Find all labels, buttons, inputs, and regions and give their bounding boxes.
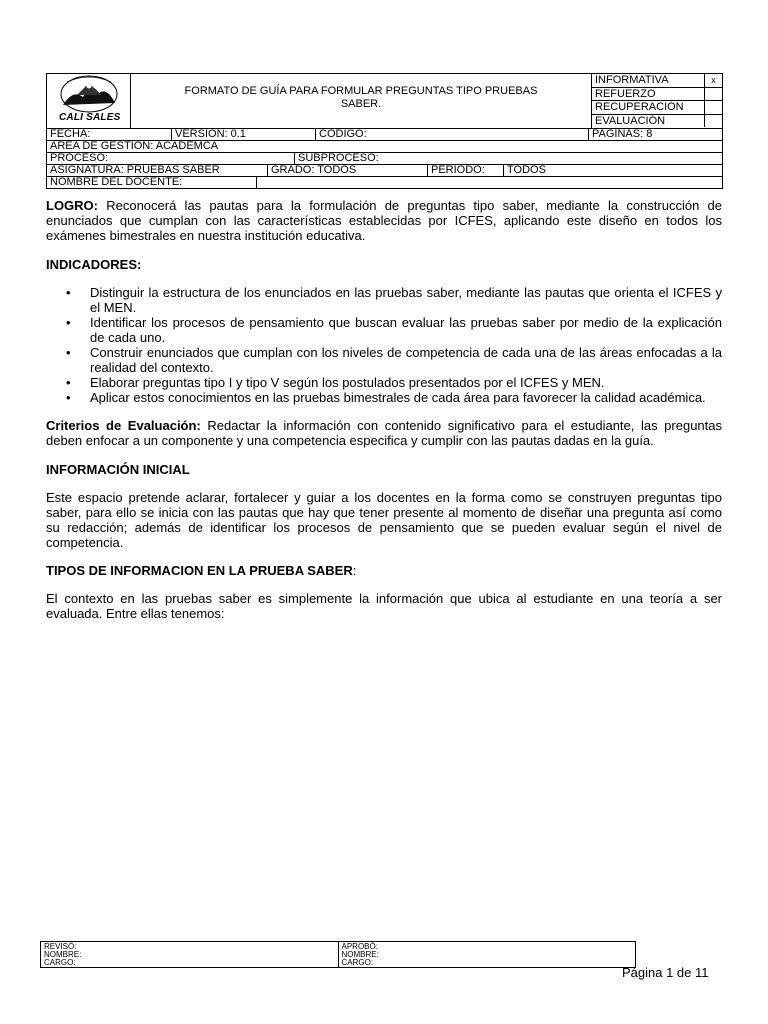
version-field: VERSIÓN: 0.1 bbox=[171, 129, 315, 140]
type-mark bbox=[705, 115, 722, 128]
grado-field: GRADO: TODOS bbox=[267, 165, 427, 176]
approval-footer bbox=[40, 941, 636, 968]
document-title bbox=[131, 74, 592, 128]
paginas-field: PAGINAS: 8 bbox=[588, 129, 722, 140]
header-row-fecha bbox=[46, 129, 723, 141]
type-row-recuperacion bbox=[592, 101, 722, 115]
tipos-heading-line bbox=[46, 563, 722, 578]
nombre-label: NOMBRE: bbox=[341, 950, 379, 959]
list-item: • Elaborar preguntas tipo I y tipo V según los postulados presentados por el ICFES y MEN. bbox=[90, 375, 722, 390]
indicadores-list bbox=[46, 285, 722, 405]
guide-type-grid bbox=[592, 74, 722, 128]
docente-field: NOMBRE DEL DOCENTE: bbox=[50, 177, 183, 188]
logro-label: LOGRO: bbox=[46, 198, 98, 213]
list-item: • Aplicar estos conocimientos en las pruebas bimestrales de cada área para favorecer la calidad académica. bbox=[90, 390, 722, 405]
type-row-informativa bbox=[592, 74, 722, 88]
aprobo-column bbox=[338, 942, 636, 967]
header-row-proceso bbox=[46, 153, 723, 165]
nombre-label: NOMBRE: bbox=[44, 950, 82, 959]
type-row-evaluacion bbox=[592, 115, 722, 128]
reviso-column bbox=[41, 942, 338, 967]
info-paragraph: Este espacio pretende aclarar, fortalecer y guiar a los docentes en la forma como se construyen preguntas tipo saber, para ello se inicia con las pautas que hay que tener presente al momento de diseñar una pregunta así como su redacción; además de identificar los procesos de pensamiento que se pueden evaluar según el nivel de competencia. bbox=[46, 490, 722, 550]
list-item: • Identificar los procesos de pensamiento que buscan evaluar las pruebas saber por medio de la explicación de cada uno. bbox=[90, 315, 722, 345]
tipos-paragraph: El contexto en las pruebas saber es simplemente la información que ubica al estudiante en una teoría a ser evaluada. Entre ellas tenemos: bbox=[46, 591, 722, 621]
document-body bbox=[46, 198, 722, 621]
title-line-1: FORMATO DE GUÍA PARA FORMULAR PREGUNTAS TIPO PRUEBAS bbox=[184, 85, 538, 97]
tipos-colon: : bbox=[352, 563, 357, 578]
fecha-field: FECHA: bbox=[50, 129, 91, 140]
criterios-label: Criterios de Evaluación: bbox=[46, 418, 201, 433]
logo-name: CALI SALES bbox=[59, 112, 121, 123]
type-label: RECUPERACIÓN bbox=[592, 101, 705, 114]
logro-text: Reconocerá las pautas para la formulación de preguntas tipo saber, mediante la construcción de enunciados que cumplan con las características establecidas por ICFES, aplicando este diseño en todos los exámenes bimestrales en nuestra institución educativa. bbox=[46, 198, 722, 243]
tipos-heading: TIPOS DE INFORMACION EN LA PRUEBA SABER bbox=[46, 563, 353, 578]
type-label: EVALUACIÓN bbox=[592, 115, 705, 128]
institution-logo bbox=[47, 74, 131, 128]
indicadores-heading: INDICADORES: bbox=[46, 257, 142, 272]
cargo-label: CARGO: bbox=[44, 958, 76, 967]
docente-value bbox=[256, 177, 722, 188]
list-item: • Construir enunciados que cumplan con los niveles de competencia de cada una de las áreas enfocadas a la realidad del contexto. bbox=[90, 345, 722, 375]
codigo-field: CÓDIGO: bbox=[315, 129, 588, 140]
criterios-paragraph bbox=[46, 418, 722, 448]
periodo-value: TODOS bbox=[503, 165, 722, 176]
info-heading: INFORMACIÓN INICIAL bbox=[46, 462, 190, 477]
proceso-field: PROCESO: bbox=[50, 153, 109, 164]
header-row-asignatura bbox=[46, 165, 723, 177]
type-row-refuerzo bbox=[592, 88, 722, 102]
reviso-label: REVISÓ: bbox=[44, 942, 77, 951]
list-item: • Distinguir la estructura de los enunciados en las pruebas saber, mediante las pautas que orienta el ICFES y el MEN. bbox=[90, 285, 722, 315]
area-field: ÁREA DE GESTIÓN: ACADÉMCA bbox=[50, 141, 219, 152]
type-label: REFUERZO bbox=[592, 88, 705, 101]
type-mark bbox=[705, 88, 722, 101]
asignatura-field: ASIGNATURA: PRUEBAS SABER bbox=[50, 165, 220, 176]
header-top-row bbox=[46, 73, 723, 129]
document-header bbox=[46, 73, 723, 189]
header-row-docente bbox=[46, 177, 723, 189]
type-mark bbox=[705, 101, 722, 114]
cargo-label: CARGO: bbox=[341, 958, 374, 967]
criterios-text: Redactar la información con contenido significativo para el estudiante, las preguntas deben enfocar a un componente y una competencia especifica y cumplir con las pautas dadas en la guía. bbox=[46, 418, 722, 448]
title-line-2: SABER. bbox=[340, 98, 382, 110]
logro-paragraph bbox=[46, 198, 722, 243]
type-mark: x bbox=[711, 75, 716, 85]
periodo-field: PERIODO: bbox=[427, 165, 503, 176]
aprobo-label: APROBÓ: bbox=[341, 942, 378, 951]
type-label: INFORMATIVA bbox=[592, 74, 705, 87]
logo-seal-icon bbox=[59, 75, 119, 113]
header-row-area bbox=[46, 141, 723, 153]
page-number: Página 1 de 11 bbox=[622, 965, 709, 980]
subproceso-field: SUBPROCESO: bbox=[294, 153, 722, 164]
